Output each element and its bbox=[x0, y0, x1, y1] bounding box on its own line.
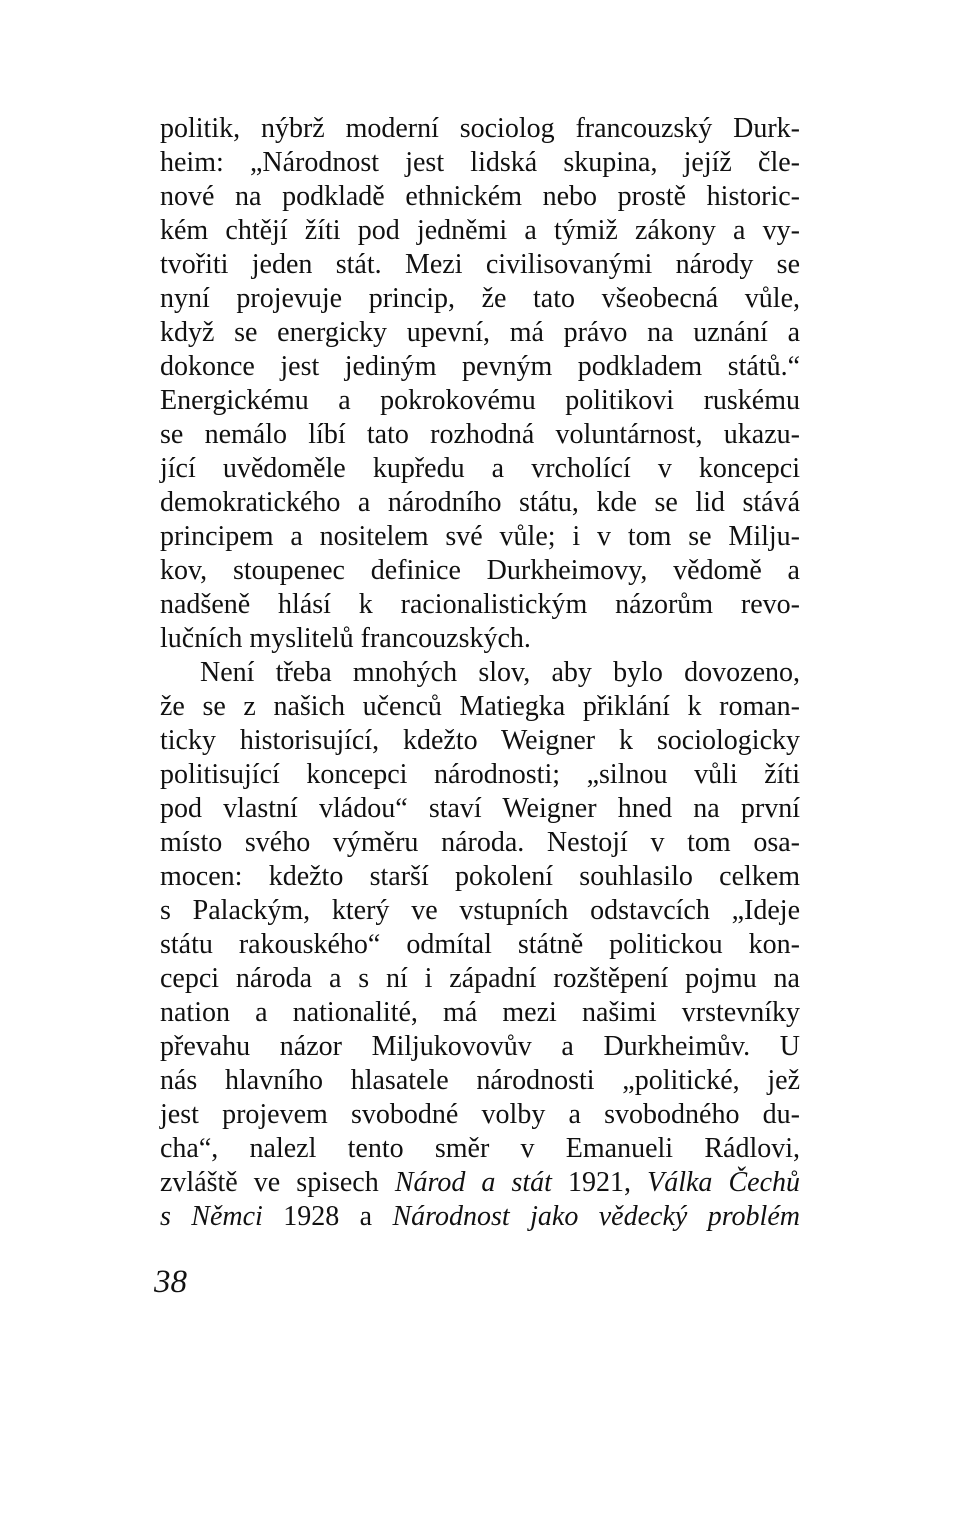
text-line: Není třeba mnohých slov, aby bylo dovozeno, bbox=[200, 657, 800, 688]
paragraph-1 bbox=[160, 112, 800, 656]
text-line: nation a nationalité, má mezi našimi vrstevníky bbox=[160, 997, 800, 1028]
text-run: 1921, bbox=[551, 1167, 648, 1198]
book-title: s Němci bbox=[160, 1201, 263, 1232]
text-line: lučních myslitelů francouzských. bbox=[160, 623, 531, 654]
text-line: cepci národa a s ní i západní rozštěpení pojmu na bbox=[160, 963, 800, 994]
text-line: principem a nositelem své vůle; i v tom se Milju- bbox=[160, 521, 800, 552]
page-number: 38 bbox=[154, 1264, 187, 1300]
text-line: kém chtějí žíti pod jedněmi a týmiž zákony a vy- bbox=[160, 215, 800, 246]
text-line: heim: „Národnost jest lidská skupina, jejíž čle- bbox=[160, 147, 800, 178]
text-line: když se energicky upevní, má právo na uznání a bbox=[160, 317, 800, 348]
text-line: Energickému a pokrokovému politikovi ruskému bbox=[160, 385, 800, 416]
text-run: zvláště ve spisech bbox=[160, 1167, 395, 1198]
text-run: 1928 a bbox=[262, 1201, 393, 1232]
text-line: demokratického a národního státu, kde se lid stává bbox=[160, 487, 800, 518]
text-line bbox=[160, 1166, 800, 1200]
text-line: kov, stoupenec definice Durkheimovy, vědomě a bbox=[160, 555, 800, 586]
text-line: se nemálo líbí tato rozhodná voluntárnost, ukazu- bbox=[160, 419, 800, 450]
text-line: s Palackým, který ve vstupních odstavcích „Ideje bbox=[160, 895, 800, 926]
book-title: Národ a stát bbox=[394, 1167, 552, 1198]
text-line: nás hlavního hlasatele národnosti „politické, jež bbox=[160, 1065, 800, 1096]
text-line bbox=[160, 1200, 800, 1234]
text-line: nadšeně hlásí k racionalistickým názorům revo- bbox=[160, 589, 800, 620]
text-line: cha“, nalezl tento směr v Emanueli Rádlovi, bbox=[160, 1133, 800, 1164]
text-line: jest projevem svobodné volby a svobodného du- bbox=[160, 1099, 800, 1130]
text-line: tvořiti jeden stát. Mezi civilisovanými národy se bbox=[160, 249, 800, 280]
text-line: mocen: kdežto starší pokolení souhlasilo celkem bbox=[160, 861, 800, 892]
text-line: nové na podkladě ethnickém nebo prostě historic- bbox=[160, 181, 800, 212]
body-text bbox=[160, 112, 800, 1234]
text-line: nyní projevuje princip, že tato všeobecná vůle, bbox=[160, 283, 800, 314]
text-line: pod vlastní vládou“ staví Weigner hned na první bbox=[160, 793, 800, 824]
text-line: ticky historisující, kdežto Weigner k sociologicky bbox=[160, 725, 800, 756]
text-line: místo svého výměru národa. Nestojí v tom osa- bbox=[160, 827, 800, 858]
book-title: Válka Čechů bbox=[647, 1167, 801, 1198]
text-line: státu rakouského“ odmítal státně politickou kon- bbox=[160, 929, 800, 960]
text-line: politik, nýbrž moderní sociolog francouzský Durk- bbox=[160, 113, 800, 144]
book-title: Národnost jako vědecký problém bbox=[392, 1201, 800, 1232]
text-line: jící uvědoměle kupředu a vrcholící v koncepci bbox=[160, 453, 800, 484]
text-line: dokonce jest jediným pevným podkladem států.“ bbox=[160, 351, 800, 382]
text-line: politisující koncepci národnosti; „silnou vůli žíti bbox=[160, 759, 800, 790]
text-line: převahu názor Miljukovovův a Durkheimův. U bbox=[160, 1031, 800, 1062]
text-line: že se z našich učenců Matiegka přiklání k roman- bbox=[160, 691, 800, 722]
paragraph-2 bbox=[160, 656, 800, 1234]
